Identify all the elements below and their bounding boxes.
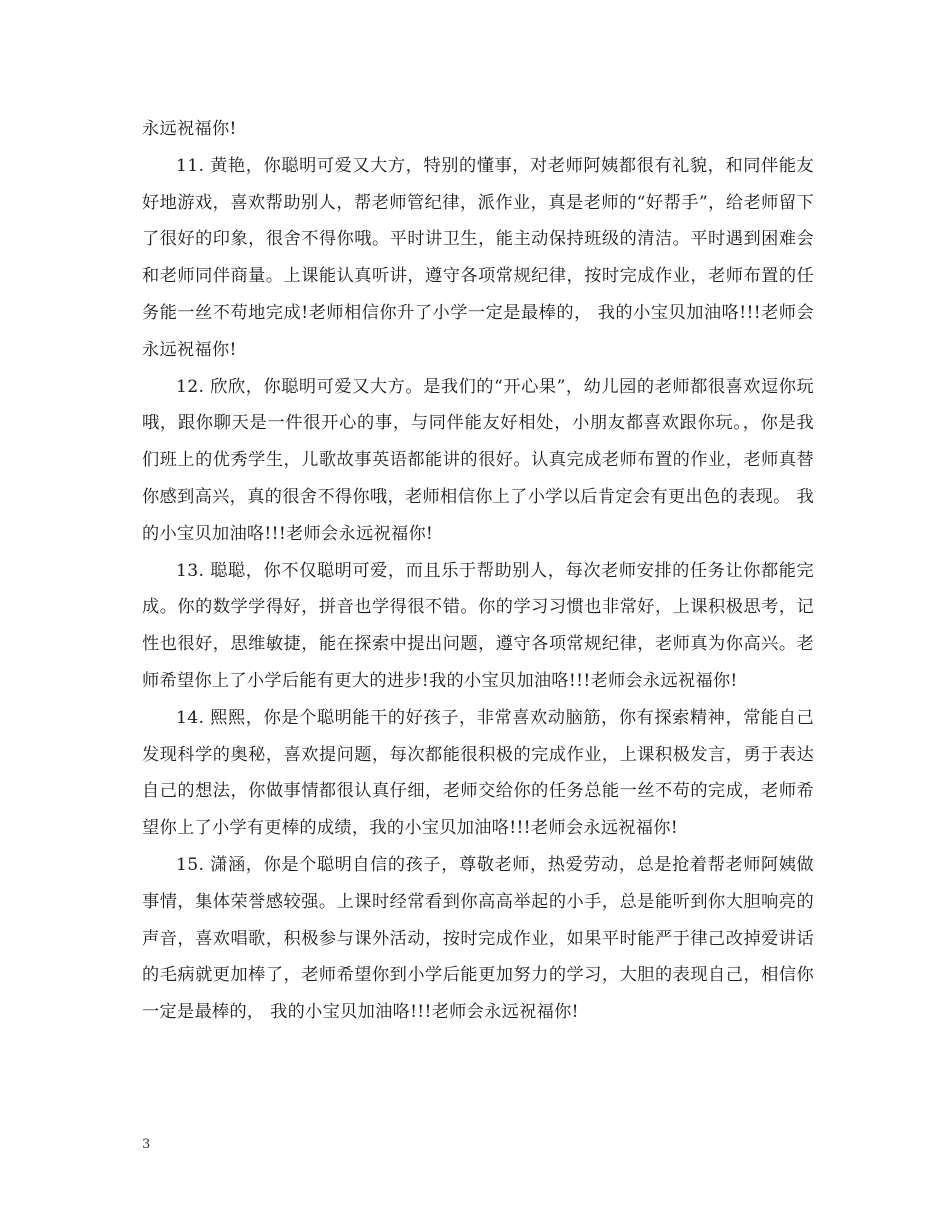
document-body [142,111,814,1031]
paragraph-comment-11: 11. 黄艳，你聪明可爱又大方，特别的懂事，对老师阿姨都很有礼貌，和同伴能友好地游戏，喜欢帮助别人，帮老师管纪律，派作业，真是老师的“好帮手”，给老师留下了很好的印象，很舍不得你哦。平时讲卫生，能主动保持班级的清洁。平时遇到困难会和老师同伴商量。上课能认真听讲，遵守各项常规纪律，按时完成作业，老师布置的任务能一丝不苟地完成!老师相信你升了小学一定是最棒的， 我的小宝贝加油咯!!!老师会永远祝福你! [142,155,814,360]
paragraph-comment-12: 12. 欣欣，你聪明可爱又大方。是我们的“开心果”，幼儿园的老师都很喜欢逗你玩哦，跟你聊天是一件很开心的事，与同伴能友好相处，小朋友都喜欢跟你玩。，你是我们班上的优秀学生，儿歌故事英语都能讲的很好。认真完成老师布置的作业，老师真替你感到高兴，真的很舍不得你哦，老师相信你上了小学以后肯定会有更出色的表现。 我的小宝贝加油咯!!!老师会永远祝福你! [142,376,814,544]
paragraph-comment-14: 14. 熙熙，你是个聪明能干的好孩子，非常喜欢动脑筋，你有探索精神，常能自己发现科学的奥秘，喜欢提问题，每次都能很积极的完成作业，上课积极发言，勇于表达自己的想法，你做事情都很认真仔细，老师交给你的任务总能一丝不苟的完成，老师希望你上了小学有更棒的成绩，我的小宝贝加油咯!!!老师会永远祝福你! [142,707,814,839]
page-number: 3 [142,1137,151,1152]
paragraph-comment-15: 15. 潇涵，你是个聪明自信的孩子，尊敬老师，热爱劳动，总是抢着帮老师阿姨做事情，集体荣誉感较强。上课时经常看到你高高举起的小手，总是能听到你大胆响亮的声音，喜欢唱歌，积极参与课外活动，按时完成作业，如果平时能严于律己改掉爱讲话的毛病就更加棒了，老师希望你到小学后能更加努力的学习，大胆的表现自己，相信你一定是最棒的， 我的小宝贝加油咯!!!老师会永远祝福你! [142,854,814,1023]
paragraph-continued: 永远祝福你! [142,119,237,139]
paragraph-comment-13: 13. 聪聪，你不仅聪明可爱，而且乐于帮助别人，每次老师安排的任务让你都能完成。你的数学学得好，拼音也学得很不错。你的学习习惯也非常好，上课积极思考，记性也很好，思维敏捷，能在探索中提出问题，遵守各项常规纪律，老师真为你高兴。老师希望你上了小学后能有更大的进步!我的小宝贝加油咯!!!老师会永远祝福你! [142,560,814,691]
